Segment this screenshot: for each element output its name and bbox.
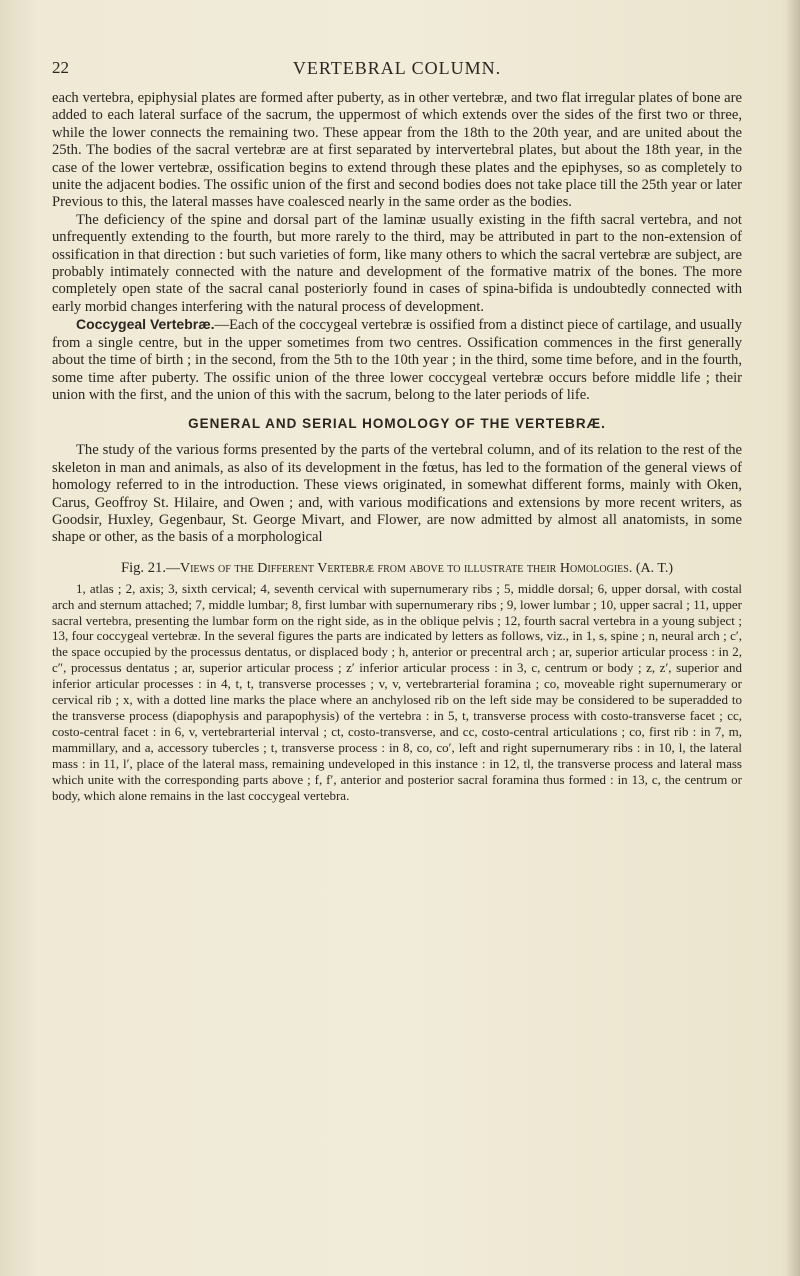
figure-caption	[52, 560, 742, 577]
page-number: 22	[52, 58, 69, 77]
paragraph-sacral-deficiency: The deficiency of the spine and dorsal part of the laminæ usually existing in the fifth sacral vertebra, and not unfrequently extending to the fourth, but more rarely to the third, may be attributed in part to the non-extension of ossification in that direction : but such varieties of form, like many others to which the sacral vertebræ are subject, are probably intimately connected with the nature and development of the formative matrix of the bones. The more completely open state of the sacral canal posteriorly found in cases of spina-bifida is undoubtedly connected with early morbid changes interfering with the natural process of development.	[52, 211, 742, 315]
paragraph-sacral-epiphyses: each vertebra, epiphysial plates are formed after puberty, as in other vertebræ, and two flat irregular plates of bone are added to each lateral surface of the sacrum, the uppermost of which extends over the sides of the first two or three, while the lower connects the remaining two. These appear from the 18th to the 20th year, and are united about the 25th. The bodies of the sacral vertebræ are at first separated by intervertebral plates, but about the 18th year, in the case of the lower vertebræ, ossification begins to extend through these plates and the epiphyses, so as completely to unite the adjacent bodies. The ossific union of the first and second bodies does not take place till the 25th year or later Previous to this, the lateral masses have coalesced nearly in the same order as the bodies.	[52, 90, 742, 211]
coccygeal-body-text: —Each of the coccygeal vertebræ is ossified from a distinct piece of cartilage, and usually from a single centre, but in the upper sometimes from two centres. Ossification commences in the first generally about the time of birth ; in the second, from the 5th to the 10th year ; in the third, some time before, and in the fourth, some time after puberty. The ossific union of the three lower coccygeal vertebræ occurs before middle life ; their union with the first, and the union of this with the sacrum, belong to the later periods of life.	[52, 317, 742, 403]
page-header	[52, 58, 742, 82]
page-edge-shadow	[786, 0, 800, 1276]
figure-title: —Views of the Different Vertebræ from above to illustrate their Homologies. (A. T.)	[165, 560, 674, 576]
running-title: VERTEBRAL COLUMN.	[292, 58, 502, 78]
section-heading: GENERAL AND SERIAL HOMOLOGY OF THE VERTEBRÆ.	[188, 416, 606, 432]
paragraph-homology: The study of the various forms presented by the parts of the vertebral column, and of its relation to the rest of the skeleton in man and animals, as also of its development in the fœtus, has led to the formation of the general views of homology referred to in the introduction. These views originated, in somewhat different forms, mainly with Oken, Carus, Geoffroy St. Hilaire, and Owen ; and, with various modifications and extensions by more recent writers, as Goodsir, Huxley, Gegenbaur, St. George Mivart, and Flower, are now admitted by almost all anatomists, in some shape or other, as the basis of a morphological	[52, 442, 742, 546]
page-body	[52, 90, 742, 803]
coccygeal-run-in-heading: Coccygeal Vertebræ.	[76, 316, 215, 333]
figure-legend: 1, atlas ; 2, axis; 3, sixth cervical; 4, seventh cervical with supernumerary ribs ; 5, middle dorsal; 6, upper dorsal, with costal arch and sternum attached; 7, middle lumbar; 8, first lumbar with supernumerary ribs ; 9, lower lumbar ; 10, upper sacral ; 11, upper sacral vertebra, presenting the lumbar form on the right side, as in the oblique pelvis ; 12, fourth sacral vertebra in a young subject ; 13, four coccygeal vertebræ. In the several figures the parts are indicated by letters as follows, viz., in 1, s, spine ; n, neural arch ; c′, the space occupied by the processus dentatus, or displaced body ; h, anterior or precentral arch ; ar, superior articular process : in 2, c″, processus dentatus ; ar, superior articular process ; z′ inferior articular process : in 3, c, centrum or body ; z, z′, superior and inferior articular processes : in 4, t, t, transverse processes ; v, v, vertebrarterial foramina ; co, moveable right supernumerary or cervical rib ; x, with a dotted line marks the place where an anchylosed rib on the left side may be considered to be superadded to the transverse process (diapophysis and parapophysis) of the vertebra : in 5, t, transverse process with costo-transverse facet ; cc, costo-central facet : in 6, v, vertebrarterial interval ; ct, costo-transverse, and cc, costo-central articulations ; co, first rib : in 7, m, mammillary, and a, accessory tubercles ; t, transverse process : in 8, co, co′, left and right supernumerary ribs : in 10, l, the lateral mass : in 11, l′, place of the lateral mass, remaining undeveloped in this instance : in 12, tl, the transverse process and lateral mass which unite with the corresponding parts above ; f, f′, anterior and posterior sacral foramina thus formed : in 13, c, the centrum or body, which alone remains in the last coccygeal vertebra.	[52, 580, 742, 803]
figure-label: Fig. 21.	[120, 559, 166, 576]
paragraph-coccygeal-vertebrae	[52, 316, 742, 404]
